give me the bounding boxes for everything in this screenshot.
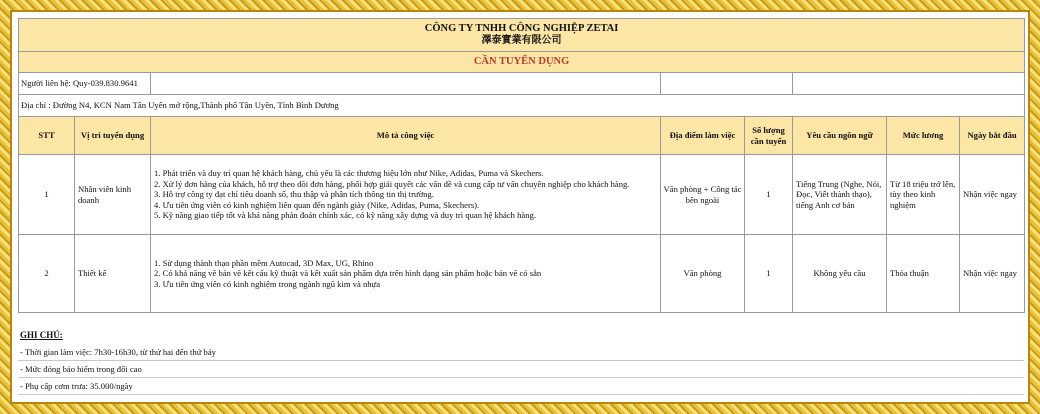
desc-line: 1. Phát triển và duy trì quan hệ khách hàng, chủ yếu là các thương hiệu lớn như Nike, Adidas, Puma và Skechers. (154, 168, 544, 179)
col-start-date: Ngày bắt đầu (960, 117, 1025, 155)
company-name: CÔNG TY TNHH CÔNG NGHIỆP ZETAI (424, 23, 619, 34)
contact-cell (19, 73, 151, 95)
col-quantity: Số lượng cần tuyển (745, 117, 793, 155)
desc-line: 3. Hỗ trợ công ty đạt chỉ tiêu doanh số, thu thập và phân tích thông tin thị trường. (154, 189, 434, 200)
row-position: Nhân viên kinh doanh (75, 155, 151, 235)
row-quantity: 1 (745, 235, 793, 313)
note-item: - Mức đóng bảo hiểm trong đối cao (18, 361, 1024, 378)
desc-line: 4. Ưu tiên ứng viên có kinh nghiệm liên quan đến ngành giày (Nike, Adidas, Puma, Skechers). (154, 199, 480, 210)
recruitment-table-wrapper (18, 18, 1024, 313)
desc-line: 3. Ưu tiên ứng viên có kinh nghiệm trong ngành ngũ kim và nhựa (154, 278, 381, 289)
company-name-chinese: 澤泰實業有限公司 (481, 35, 562, 46)
row-location: Văn phòng (661, 235, 745, 313)
col-description: Mô tả công việc (151, 117, 661, 155)
contact-value: Quy-039.830.9641 (72, 78, 138, 89)
note-item: - Thời gian làm việc: 7h30-16h30, từ thứ hai đến thứ bảy (18, 344, 1024, 361)
row-position: Thiết kế (75, 235, 151, 313)
desc-line: 5. Kỹ năng giao tiếp tốt và khả năng phán đoán chính xác, có kỹ năng xây dựng và duy trì quan hệ khách hàng. (154, 210, 536, 221)
desc-line: 2. Có khả năng vẽ bản vẽ kết cấu kỹ thuật và kết xuất sản phẩm dựa trên hình dạng sản phẩm hoặc bản vẽ có sẵn (154, 268, 542, 279)
row-salary: Thỏa thuận (887, 235, 960, 313)
col-position: Vị trí tuyển dụng (75, 117, 151, 155)
desc-line: 1. Sử dụng thành thạo phần mềm Autocad, 3D Max, UG, Rhino (154, 257, 374, 268)
note-item: - Phụ cấp cơm trưa: 35.000/ngày (18, 378, 1024, 395)
row-description (151, 235, 661, 313)
col-location: Địa điểm làm việc (661, 117, 745, 155)
desc-line: 2. Xử lý đơn hàng của khách, hỗ trợ theo dõi đơn hàng, phối hợp giải quyết các vấn đề và cung cấp tư vấn chuyên nghiệp cho khách hàng. (154, 178, 630, 189)
col-salary: Mức lương (887, 117, 960, 155)
table-row (19, 155, 1025, 235)
recruit-title: CẦN TUYỂN DỤNG (19, 52, 1025, 73)
row-salary: Từ 18 triệu trở lên, tùy theo kinh nghiệm (887, 155, 960, 235)
notes-title: GHI CHÚ: (20, 330, 63, 340)
row-stt: 2 (19, 235, 75, 313)
table-header-row (19, 117, 1025, 155)
document-sheet (10, 10, 1030, 404)
row-language: Không yêu cầu (793, 235, 887, 313)
recruitment-table (18, 18, 1025, 313)
company-header (19, 19, 1025, 52)
contact-label: Người liên hệ: (21, 78, 71, 89)
row-location: Văn phòng + Công tác bên ngoài (661, 155, 745, 235)
col-language: Yêu cầu ngôn ngữ (793, 117, 887, 155)
row-start: Nhận việc ngay (960, 155, 1025, 235)
row-start: Nhận việc ngay (960, 235, 1025, 313)
row-quantity: 1 (745, 155, 793, 235)
table-row (19, 235, 1025, 313)
row-stt: 1 (19, 155, 75, 235)
row-description (151, 155, 661, 235)
row-language: Tiếng Trung (Nghe, Nói, Đọc, Viết thành thạo), tiếng Anh cơ bản (793, 155, 887, 235)
address: Địa chỉ : Đường N4, KCN Nam Tân Uyên mở rộng,Thành phố Tân Uyên, Tỉnh Bình Dương (19, 95, 1025, 117)
notes-section (18, 330, 1024, 395)
col-stt: STT (19, 117, 75, 155)
